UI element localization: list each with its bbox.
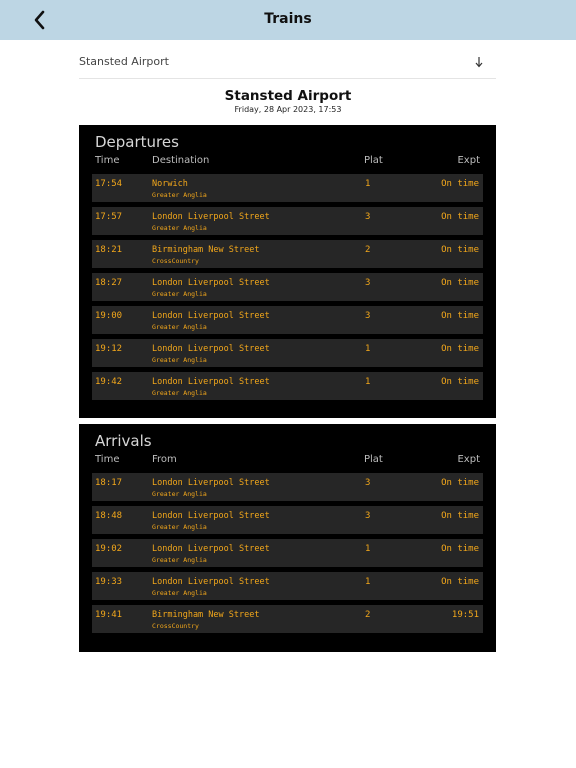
arrow-down-icon (474, 56, 484, 68)
arrivals-title: Arrivals (95, 432, 152, 450)
column-header-expected: Expt (457, 155, 480, 166)
train-expected: On time (441, 478, 479, 488)
nav-bar (0, 0, 576, 40)
train-time: 18:17 (95, 478, 123, 488)
train-row[interactable] (92, 273, 483, 301)
train-station: London Liverpool Street (152, 212, 270, 222)
page-title: Trains (264, 11, 312, 27)
train-platform: 1 (365, 577, 371, 587)
train-operator: Greater Anglia (152, 490, 207, 498)
train-platform: 2 (365, 610, 371, 620)
train-station: London Liverpool Street (152, 577, 270, 587)
train-platform: 1 (365, 344, 371, 354)
train-station: Norwich (152, 179, 188, 189)
train-row[interactable] (92, 372, 483, 400)
column-header-platform: Plat (364, 155, 383, 166)
train-expected: On time (441, 511, 479, 521)
train-time: 19:02 (95, 544, 123, 554)
train-row[interactable] (92, 572, 483, 600)
train-station: London Liverpool Street (152, 511, 270, 521)
train-row[interactable] (92, 339, 483, 367)
arrivals-board (79, 424, 496, 652)
train-expected: On time (441, 245, 479, 255)
train-operator: CrossCountry (152, 257, 199, 265)
train-station: Birmingham New Street (152, 610, 260, 620)
train-platform: 1 (365, 377, 371, 387)
train-row[interactable] (92, 473, 483, 501)
departures-board (79, 125, 496, 418)
train-operator: Greater Anglia (152, 224, 207, 232)
train-row[interactable] (92, 539, 483, 567)
station-selector-value: Stansted Airport (79, 55, 169, 68)
train-expected: On time (441, 311, 479, 321)
train-row[interactable] (92, 240, 483, 268)
train-platform: 3 (365, 212, 371, 222)
train-expected: On time (441, 212, 479, 222)
train-row[interactable] (92, 605, 483, 633)
train-time: 19:12 (95, 344, 123, 354)
train-operator: Greater Anglia (152, 191, 207, 199)
train-station: London Liverpool Street (152, 377, 270, 387)
train-station: London Liverpool Street (152, 544, 270, 554)
train-expected: On time (441, 544, 479, 554)
train-operator: Greater Anglia (152, 389, 207, 397)
train-time: 19:42 (95, 377, 123, 387)
train-station: Birmingham New Street (152, 245, 260, 255)
train-expected: 19:51 (451, 610, 479, 620)
train-time: 19:41 (95, 610, 123, 620)
train-row[interactable] (92, 306, 483, 334)
column-header-from: From (152, 454, 177, 465)
train-expected: On time (441, 179, 479, 189)
train-platform: 3 (365, 511, 371, 521)
train-expected: On time (441, 377, 479, 387)
station-name: Stansted Airport (224, 88, 352, 104)
column-header-time: Time (95, 454, 120, 465)
train-operator: Greater Anglia (152, 323, 207, 331)
train-operator: Greater Anglia (152, 556, 207, 564)
train-time: 17:54 (95, 179, 123, 189)
train-operator: Greater Anglia (152, 523, 207, 531)
train-platform: 3 (365, 311, 371, 321)
train-row[interactable] (92, 207, 483, 235)
train-station: London Liverpool Street (152, 344, 270, 354)
departures-title: Departures (95, 133, 179, 151)
train-platform: 1 (365, 544, 371, 554)
train-time: 19:00 (95, 311, 123, 321)
train-platform: 3 (365, 278, 371, 288)
train-operator: CrossCountry (152, 622, 199, 630)
train-expected: On time (441, 577, 479, 587)
station-selector[interactable] (79, 47, 496, 79)
train-time: 19:33 (95, 577, 123, 587)
train-time: 18:48 (95, 511, 123, 521)
train-expected: On time (441, 344, 479, 354)
train-station: London Liverpool Street (152, 478, 270, 488)
train-platform: 3 (365, 478, 371, 488)
train-operator: Greater Anglia (152, 589, 207, 597)
train-station: London Liverpool Street (152, 278, 270, 288)
train-platform: 2 (365, 245, 371, 255)
column-header-expected: Expt (457, 454, 480, 465)
train-row[interactable] (92, 506, 483, 534)
train-station: London Liverpool Street (152, 311, 270, 321)
train-operator: Greater Anglia (152, 356, 207, 364)
column-header-destination: Destination (152, 155, 210, 166)
column-header-platform: Plat (364, 454, 383, 465)
train-expected: On time (441, 278, 479, 288)
train-time: 17:57 (95, 212, 123, 222)
train-operator: Greater Anglia (152, 290, 207, 298)
train-time: 18:21 (95, 245, 123, 255)
train-row[interactable] (92, 174, 483, 202)
train-platform: 1 (365, 179, 371, 189)
station-datetime: Friday, 28 Apr 2023, 17:53 (234, 105, 342, 114)
column-header-time: Time (95, 155, 120, 166)
train-time: 18:27 (95, 278, 123, 288)
